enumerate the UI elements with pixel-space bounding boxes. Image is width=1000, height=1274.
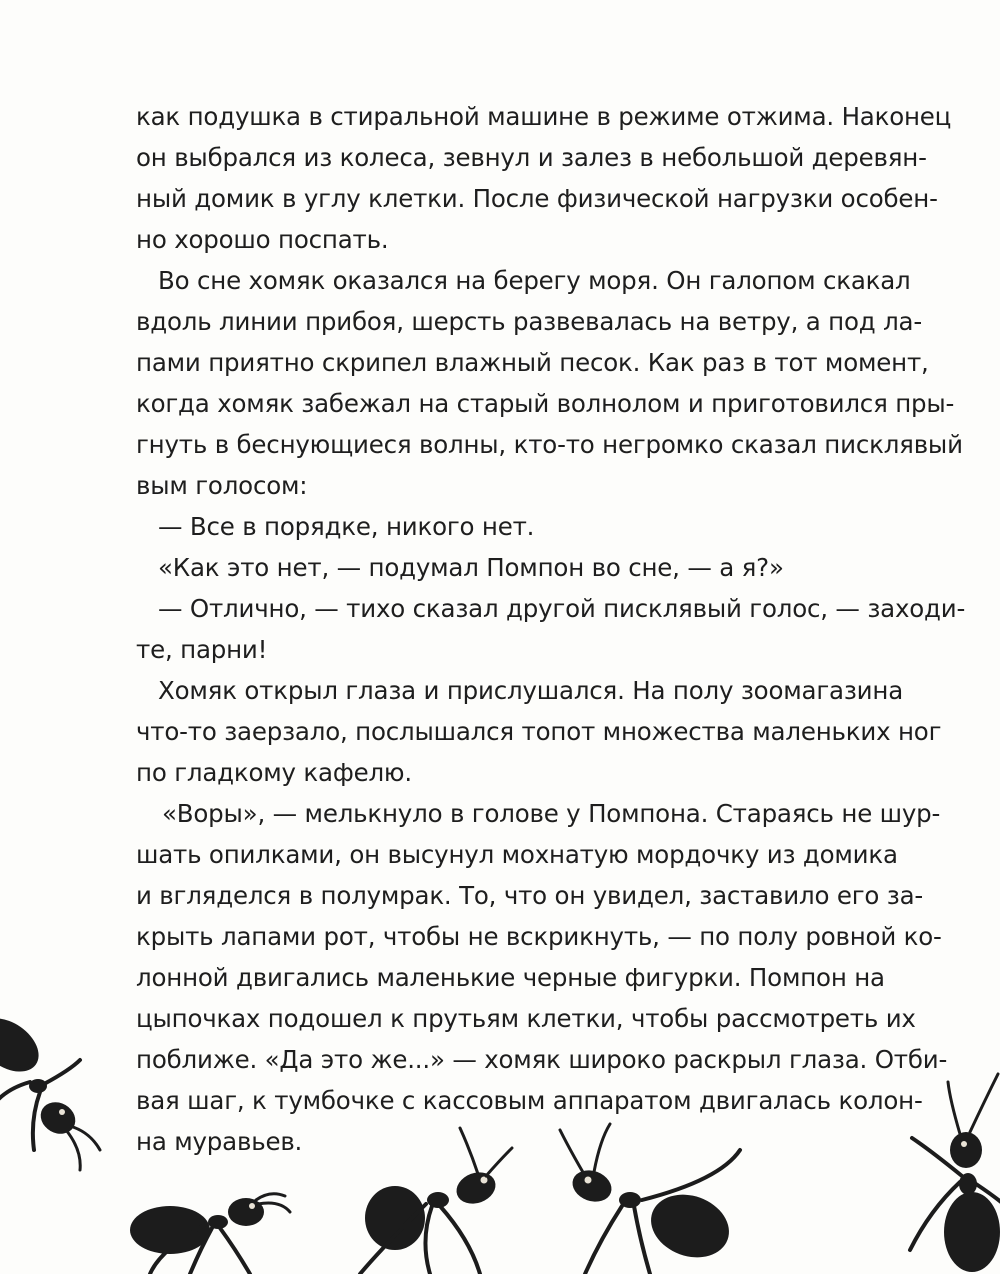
- text-line: и вгляделся в полумрак. То, что он увидел, заставило его за-: [136, 881, 924, 910]
- text-line: шать опилками, он высунул мохнатую мордочку из домика: [136, 840, 898, 869]
- text-line: но хорошо поспать.: [136, 225, 389, 254]
- text-line: гнуть в беснующиеся волны, кто-то негромко сказал писклявый: [136, 430, 963, 459]
- text-line: — Все в порядке, никого нет.: [158, 512, 535, 541]
- text-line: лонной двигались маленькие черные фигурки. Помпон на: [136, 963, 885, 992]
- text-line: «Воры», — мелькнуло в голове у Помпона. Стараясь не шур-: [162, 799, 941, 828]
- text-line: — Отлично, — тихо сказал другой писклявый голос, — заходи-: [158, 594, 966, 623]
- text-line: цыпочках подошел к прутьям клетки, чтобы рассмотреть их: [136, 1004, 916, 1033]
- text-line: вдоль линии прибоя, шерсть развевалась на ветру, а под ла-: [136, 307, 923, 336]
- text-line: те, парни!: [136, 635, 268, 664]
- text-line: «Как это нет, — подумал Помпон во сне, — а я?»: [158, 553, 784, 582]
- ant-icon: [910, 1074, 1000, 1272]
- ant-icon: [560, 1124, 740, 1274]
- ants-illustration-icon: [0, 1000, 1000, 1274]
- text-line: ный домик в углу клетки. После физической нагрузки особен-: [136, 184, 938, 213]
- text-line: что-то заерзало, послышался топот множества маленьких ног: [136, 717, 942, 746]
- text-line: Во сне хомяк оказался на берегу моря. Он галопом скакал: [158, 266, 911, 295]
- text-line: когда хомяк забежал на старый волнолом и приготовился пры-: [136, 389, 955, 418]
- ant-icon: [0, 1007, 100, 1170]
- text-line: вым голосом:: [136, 471, 308, 500]
- text-line: на муравьев.: [136, 1127, 303, 1156]
- text-line: как подушка в стиральной машине в режиме отжима. Наконец: [136, 102, 952, 131]
- text-line: он выбрался из колеса, зевнул и залез в небольшой деревян-: [136, 143, 927, 172]
- ant-icon: [130, 1194, 290, 1274]
- text-line: Хомяк открыл глаза и прислушался. На полу зоомагазина: [158, 676, 904, 705]
- text-line: пами приятно скрипел влажный песок. Как раз в тот момент,: [136, 348, 929, 377]
- text-line: крыть лапами рот, чтобы не вскрикнуть, — по полу ровной ко-: [136, 922, 942, 951]
- text-line: поближе. «Да это же...» — хомяк широко раскрыл глаза. Отби-: [136, 1045, 948, 1074]
- ant-icon: [360, 1128, 512, 1274]
- text-line: по гладкому кафелю.: [136, 758, 412, 787]
- text-line: вая шаг, к тумбочке с кассовым аппаратом двигалась колон-: [136, 1086, 923, 1115]
